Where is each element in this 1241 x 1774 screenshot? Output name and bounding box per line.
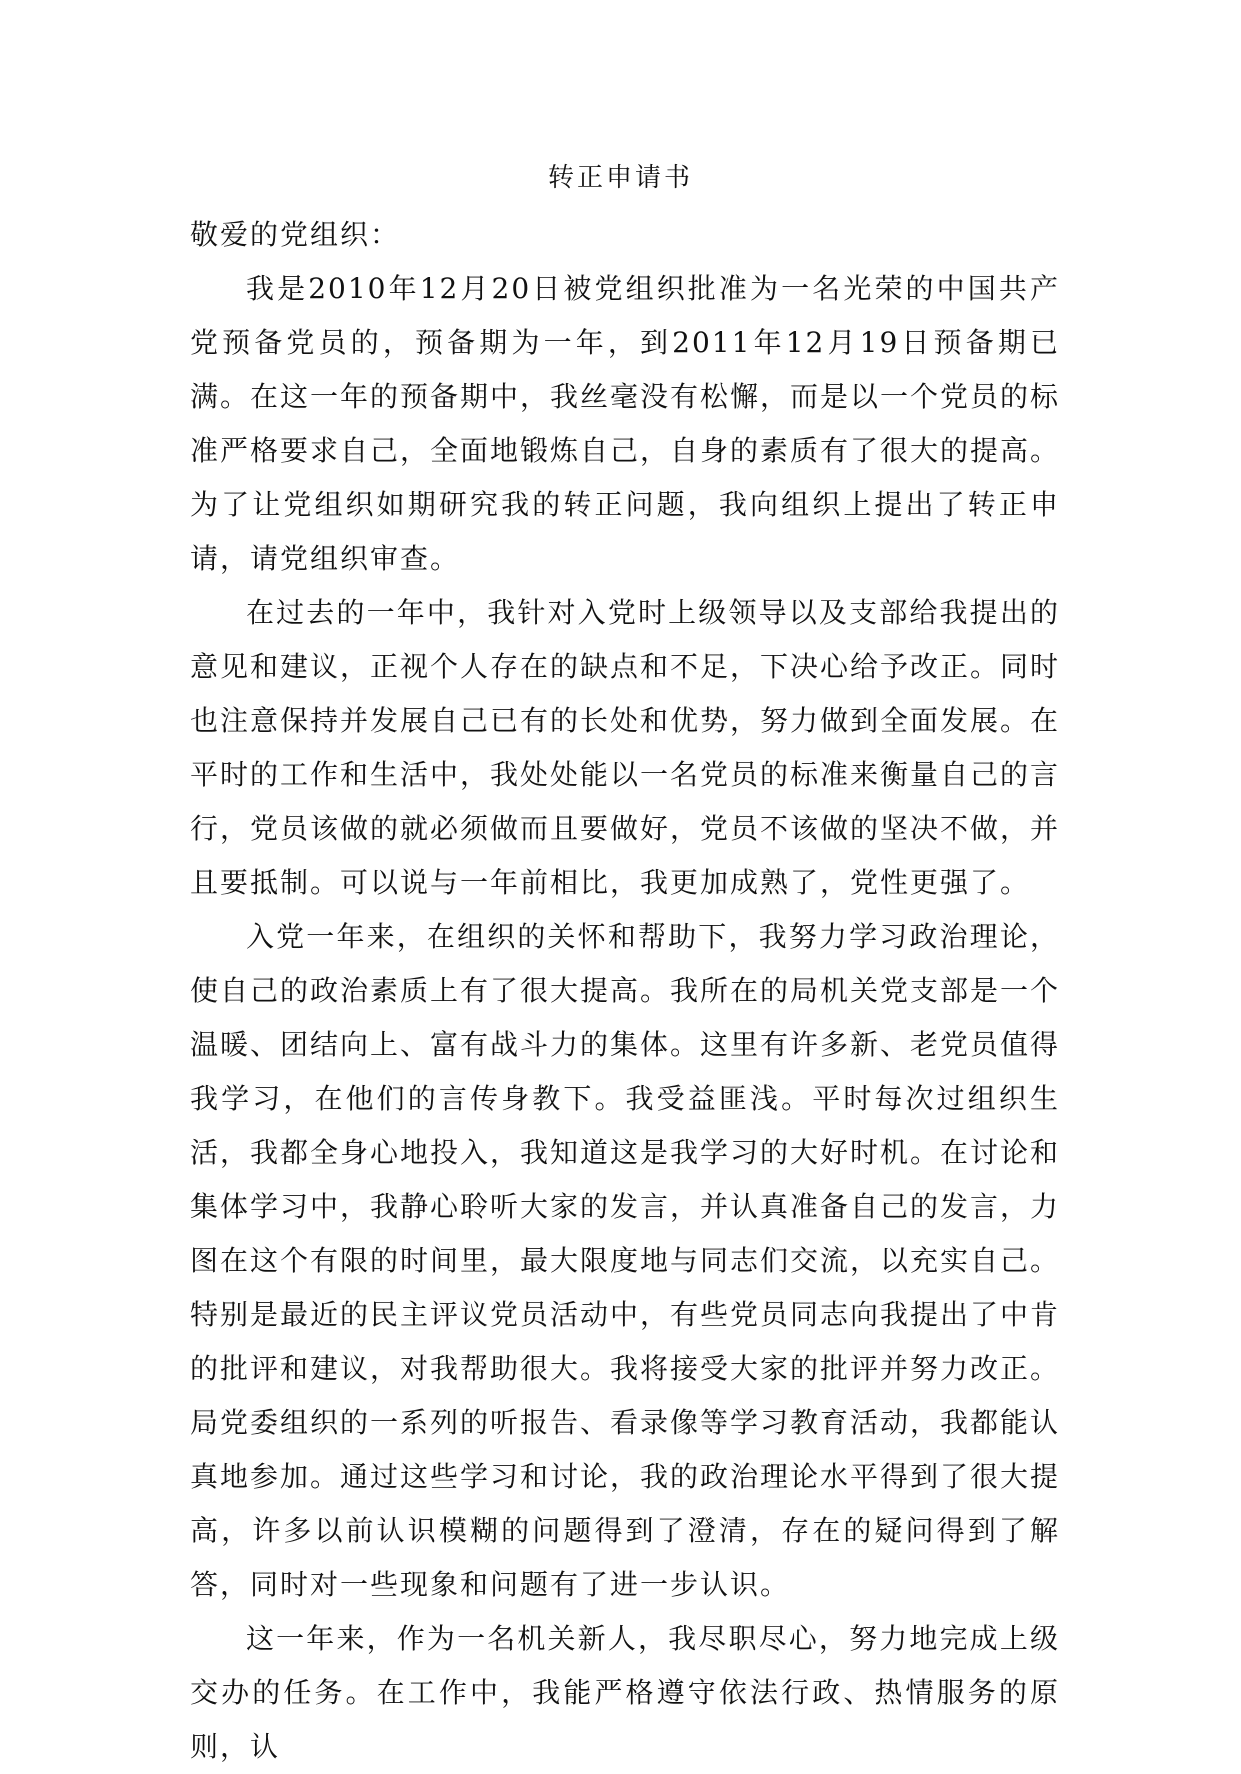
paragraph-3: 入党一年来，在组织的关怀和帮助下，我努力学习政治理论，使自己的政治素质上有了很大提高。我所在的局机关党支部是一个温暖、团结向上、富有战斗力的集体。这里有许多新、老党员值得我学习，在他们的言传身教下。我受益匪浅。平时每次过组织生活，我都全身心地投入，我知道这是我学习的大好时机。在讨论和集体学习中，我静心聆听大家的发言，并认真准备自己的发言，力图在这个有限的时间里，最大限度地与同志们交流，以充实自己。特别是最近的民主评议党员活动中，有些党员同志向我提出了中肯的批评和建议，对我帮助很大。我将接受大家的批评并努力改正。局党委组织的一系列的听报告、看录像等学习教育活动，我都能认真地参加。通过这些学习和讨论，我的政治理论水平得到了很大提高，许多以前认识模糊的问题得到了澄清，存在的疑问得到了解答，同时对一些现象和问题有了进一步认识。 (190, 920, 1061, 1601)
paragraph-1: 我是2010年12月20日被党组织批准为一名光荣的中国共产党预备党员的，预备期为一年，到2011年12月19日预备期已满。在这一年的预备期中，我丝毫没有松懈，而是以一个党员的标准严格要求自己，全面地锻炼自己，自身的素质有了很大的提高。为了让党组织如期研究我的转正问题，我向组织上提出了转正申请，请党组织审查。 (190, 272, 1061, 575)
salutation: 敬爱的党组织： (190, 218, 401, 251)
paragraph-4: 这一年来，作为一名机关新人，我尽职尽心，努力地完成上级交办的任务。在工作中，我能严格遵守依法行政、热情服务的原则，认 (190, 1622, 1060, 1763)
paragraph-2: 在过去的一年中，我针对入党时上级领导以及支部给我提出的意见和建议，正视个人存在的缺点和不足，下决心给予改正。同时也注意保持并发展自己已有的长处和优势，努力做到全面发展。在平时的工作和生活中，我处处能以一名党员的标准来衡量自己的言行，党员该做的就必须做而且要做好，党员不该做的坚决不做，并且要抵制。可以说与一年前相比，我更加成熟了，党性更强了。 (190, 596, 1061, 899)
document-title: 转正申请书 (547, 163, 693, 193)
document-body (190, 208, 1060, 1774)
